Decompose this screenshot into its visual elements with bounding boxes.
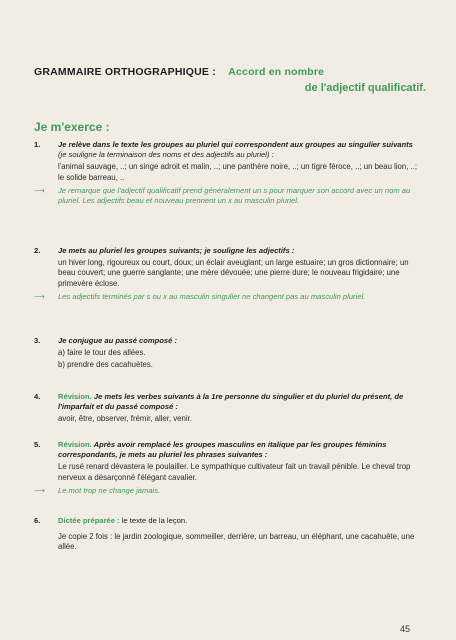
exercise-number: 5.	[34, 440, 41, 449]
exercise-6	[34, 516, 422, 553]
exercise-note: ⟶ Je remarque que l'adjectif qualificatif prend généralement un s pour marquer son accord avec un nom au pluriel. Les adjectifs beau et nouveau prennent un x au masculin pluriel.	[34, 185, 411, 206]
arrow-icon: ⟶	[34, 291, 45, 301]
exercise-4	[34, 392, 422, 425]
exercise-instruction: Je conjugue au passé composé :	[58, 336, 178, 345]
exercise-label: Révision.	[58, 392, 92, 401]
exercise-text: l'animal sauvage, ..; un singe adroit et malin, ..; une panthère noire, ..; un tigre féroce, ..; un beau lion, ..; le solide barreau, ..	[58, 162, 418, 182]
arrow-icon: ⟶	[34, 485, 45, 495]
exercise-number: 1.	[34, 140, 41, 149]
exercise-3	[34, 336, 422, 371]
exercise-number: 3.	[34, 336, 41, 345]
exercise-note: ⟶ Le mot trop ne change jamais.	[34, 485, 161, 495]
exercise-text: Le rusé renard dévastera le poulailler. Le sympathique cultivateur fait un travail pénible. Le cheval trop nerveux a désarçonné l'élégant cavalier.	[58, 462, 411, 482]
exercise-note: ⟶ Les adjectifs terminés par s ou x au masculin singulier ne changent pas au masculin pluriel.	[34, 291, 366, 301]
exercise-instruction: Je mets au pluriel les groupes suivants; je souligne les adjectifs :	[58, 246, 295, 255]
exercise-text: avoir, être, observer, frémir, aller, venir.	[58, 414, 192, 424]
title-subline: de l'adjectif qualificatif.	[304, 82, 426, 94]
exercise-instruction: Dictée préparée : le texte de la leçon.	[58, 516, 188, 525]
exercise-5	[34, 440, 422, 496]
title-accord: Accord en nombre	[228, 66, 325, 78]
exercise-number: 6.	[34, 516, 41, 525]
arrow-icon: ⟶	[34, 185, 45, 195]
exercise-1	[34, 140, 422, 206]
exercise-instruction: Révision. Je mets les verbes suivants à la 1re personne du singulier et du pluriel du présent, de l'imparfait et du passé composé :	[58, 392, 404, 412]
exercise-text: Je copie 2 fois : le jardin zoologique, sommeiller, derrière, un barreau, un éléphant, une cacahuète, une allée.	[58, 532, 415, 552]
exercise-label: Révision.	[58, 440, 92, 449]
title-grammar: GRAMMAIRE ORTHOGRAPHIQUE :	[34, 66, 216, 78]
exercise-instruction: Je relève dans le texte les groupes au pluriel qui correspondent aux groupes au singulier suivants (je souligne la terminaison des noms et des adjectifs au pluriel) :	[58, 140, 413, 160]
page-number: 45	[400, 624, 411, 634]
exercise-text-a: a) faire le tour des allées.	[58, 348, 146, 358]
exercise-label: Dictée préparée :	[58, 516, 120, 525]
section-heading: Je m'exerce :	[34, 120, 110, 134]
exercise-2	[34, 246, 422, 302]
exercise-number: 4.	[34, 392, 41, 401]
exercise-number: 2.	[34, 246, 41, 255]
exercise-text: un hiver long, rigoureux ou court, doux; un éclair aveuglant; un large estuaire; un gros dictionnaire; un beau couvert; une guerre sanglante; une mère dévouée; une pierre dure; le nouveau frigidaire; une primevère éclose.	[58, 258, 409, 288]
exercise-instruction: Révision. Après avoir remplacé les groupes masculins en italique par les groupes féminins correspondants, je mets au pluriel les phrases suivantes :	[58, 440, 387, 460]
page-title	[34, 66, 424, 78]
exercise-text-b: b) prendre des cacahuètes.	[58, 360, 153, 370]
